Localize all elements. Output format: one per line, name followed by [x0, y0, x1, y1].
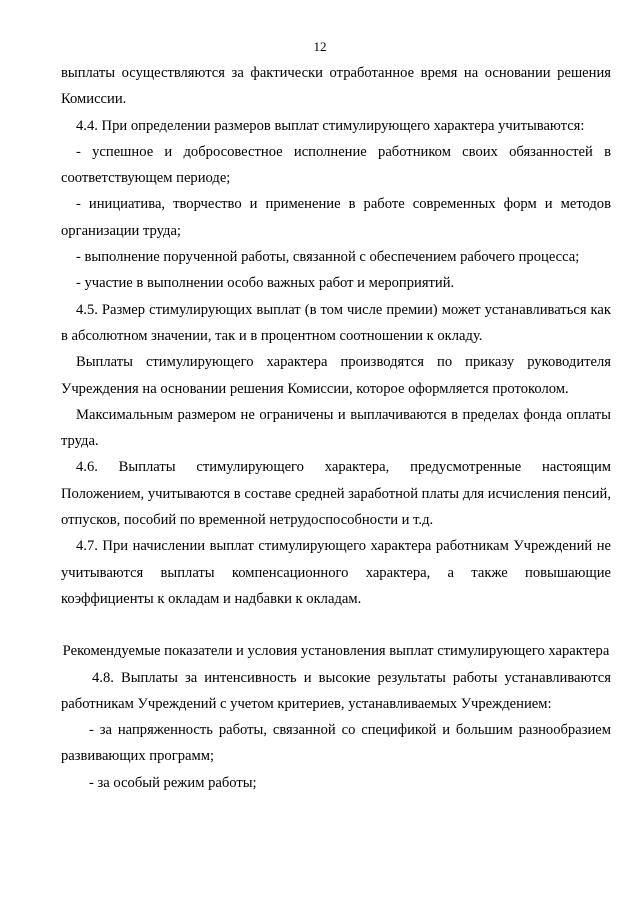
paragraph-4-4: 4.4. При определении размеров выплат стимулирующего характера учитываются:: [76, 117, 585, 134]
paragraph-continuation: выплаты осуществляются за фактически отработанное время на основании решения Комиссии.: [61, 65, 611, 108]
list-item-special-mode: - за особый режим работы;: [89, 774, 257, 791]
page-number: 12: [313, 39, 327, 54]
list-item-initiative: - инициатива, творчество и применение в работе современных форм и методов организации труда;: [61, 196, 611, 239]
paragraph-4-8: 4.8. Выплаты за интенсивность и высокие результаты работы устанавливаются работникам Учреждений с учетом критериев, устанавливаемых Учреждением:: [61, 669, 611, 712]
paragraph-4-5: 4.5. Размер стимулирующих выплат (в том числе премии) может устанавливаться как в абсолютном значении, так и в процентном соотношении к окладу.: [61, 301, 611, 344]
document-body: [61, 60, 611, 796]
list-item-assigned-work: - выполнение порученной работы, связанной с обеспечением рабочего процесса;: [76, 249, 580, 266]
paragraph-order-by-director: Выплаты стимулирующего характера производятся по приказу руководителя Учреждения на основании решения Комиссии, которое оформляется протоколом.: [61, 354, 611, 397]
paragraph-max-size: Максимальным размером не ограничены и выплачиваются в пределах фонда оплаты труда.: [61, 406, 611, 450]
list-item-important-work: - участие в выполнении особо важных работ и мероприятий.: [76, 275, 455, 292]
paragraph-4-7: 4.7. При начислении выплат стимулирующего характера работникам Учреждений не учитываются выплаты компенсационного характера, а также повышающие коэффициенты к окладам и надбавки к окладам.: [61, 538, 611, 607]
list-item-successful-performance: - успешное и добросовестное исполнение работником своих обязанностей в соответствующем периоде;: [61, 143, 611, 187]
section-heading: Рекомендуемые показатели и условия установления выплат стимулирующего характера: [62, 643, 610, 660]
paragraph-4-6: 4.6. Выплаты стимулирующего характера, предусмотренные настоящим Положением, учитываются в составе средней заработной платы для исчисления пенсий, отпусков, пособий по временной нетрудоспособности и т.д.: [61, 459, 611, 529]
list-item-intensity: - за напряженность работы, связанной со спецификой и большим разнообразием развивающих программ;: [61, 722, 611, 765]
